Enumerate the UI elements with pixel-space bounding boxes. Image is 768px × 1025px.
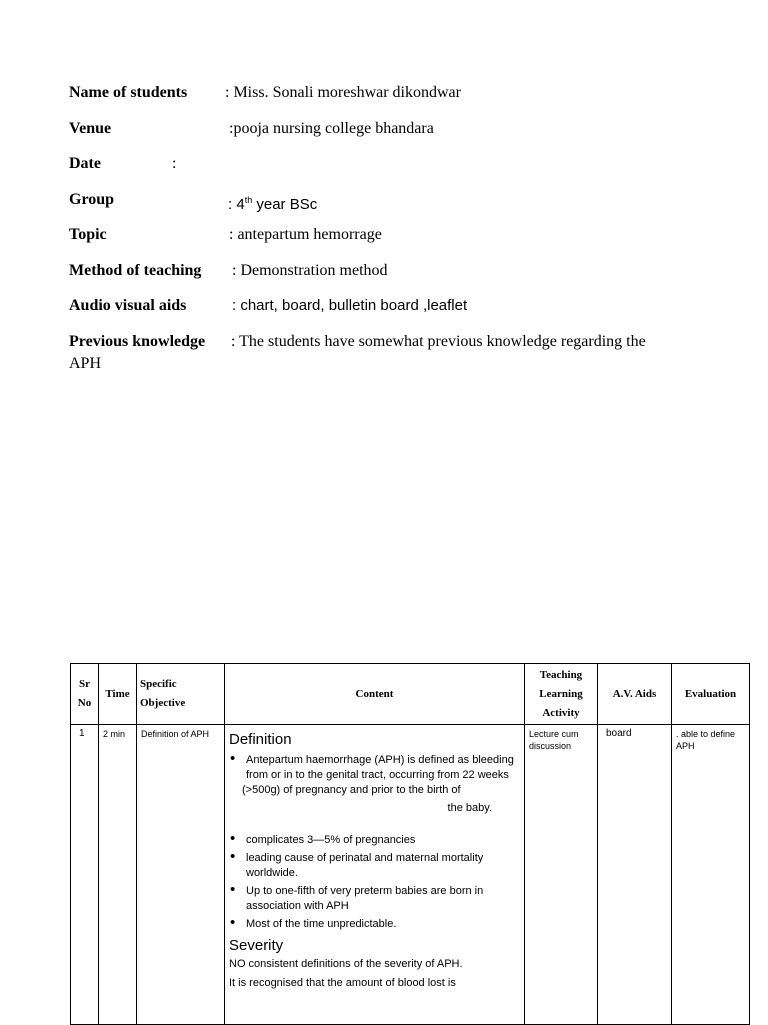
- method-label: Method of teaching: [69, 261, 202, 279]
- severity-text-1: NO consistent definitions of the severity of APH.: [229, 958, 463, 970]
- list-item: • Up to one-fifth of very preterm babies are born in association with APH: [229, 884, 520, 914]
- definition-line-end: the baby.: [447, 802, 492, 814]
- info-row-venue: [69, 118, 729, 154]
- info-row-previous-knowledge: [69, 331, 729, 375]
- info-row-av-aids: [69, 295, 729, 331]
- list-item: • Most of the time unpredictable.: [229, 917, 520, 932]
- info-row-topic: [69, 224, 729, 260]
- lesson-info: [69, 82, 729, 375]
- topic-label: Topic: [69, 226, 107, 243]
- av-aids-value: : chart, board, bulletin board ,leaflet: [232, 297, 468, 314]
- group-value: : 4th year BSc: [228, 194, 318, 213]
- header-specific-objective: Specific Objective: [137, 664, 225, 725]
- previous-knowledge-value-cont: APH: [69, 354, 102, 372]
- list-item: • complicates 3—5% of pregnancies: [229, 833, 520, 848]
- header-content: Content: [225, 664, 525, 725]
- info-row-date: [69, 153, 729, 189]
- header-evaluation: Evaluation: [672, 664, 750, 725]
- header-av-aids: A.V. Aids: [598, 664, 672, 725]
- lesson-plan-table: [70, 663, 750, 1025]
- list-item: • leading cause of perinatal and maternal mortality worldwide.: [229, 851, 520, 881]
- group-label: Group: [69, 190, 115, 208]
- header-sr-no: Sr No: [71, 664, 99, 725]
- previous-knowledge-label: Previous knowledge: [69, 332, 206, 350]
- table-header-row: [71, 664, 750, 725]
- av-aids-label: Audio visual aids: [69, 297, 187, 314]
- cell-evaluation: . able to define APH: [672, 725, 750, 1025]
- header-time: Time: [99, 664, 137, 725]
- cell-content: [225, 725, 525, 1025]
- cell-av-aids: board: [598, 725, 672, 1025]
- info-row-group: [69, 189, 729, 225]
- venue-label: Venue: [69, 119, 112, 137]
- info-row-method: [69, 260, 729, 296]
- table-row: [71, 725, 750, 1025]
- cell-specific-objective: Definition of APH: [137, 725, 225, 1025]
- method-value: : Demonstration method: [232, 261, 388, 279]
- name-value: : Miss. Sonali moreshwar dikondwar: [225, 84, 461, 101]
- definition-list: [229, 753, 520, 783]
- date-label: Date: [69, 155, 101, 172]
- date-value: :: [172, 155, 177, 172]
- cell-time: 2 min: [99, 725, 137, 1025]
- previous-knowledge-value: : The students have somewhat previous knowledge regarding the: [231, 332, 646, 350]
- definition-heading: Definition: [229, 731, 292, 748]
- severity-heading: Severity: [229, 937, 284, 954]
- definition-line-weight: (>500g) of pregnancy and prior to the birth of: [242, 784, 461, 796]
- venue-value: :pooja nursing college bhandara: [229, 119, 434, 137]
- cell-sr-no: 1: [71, 725, 99, 1025]
- facts-list: [229, 833, 520, 932]
- info-row-name: [69, 82, 729, 118]
- severity-text-2: It is recognised that the amount of blood lost is: [229, 977, 456, 989]
- name-label: Name of students: [69, 84, 188, 101]
- topic-value: : antepartum hemorrage: [229, 226, 382, 243]
- list-item: • Antepartum haemorrhage (APH) is defined as bleeding from or in to the genital tract, occurring from 22 weeks: [229, 753, 520, 783]
- cell-teaching-activity: Lecture cum discussion: [525, 725, 598, 1025]
- header-teaching-learning-activity: Teaching Learning Activity: [525, 664, 598, 725]
